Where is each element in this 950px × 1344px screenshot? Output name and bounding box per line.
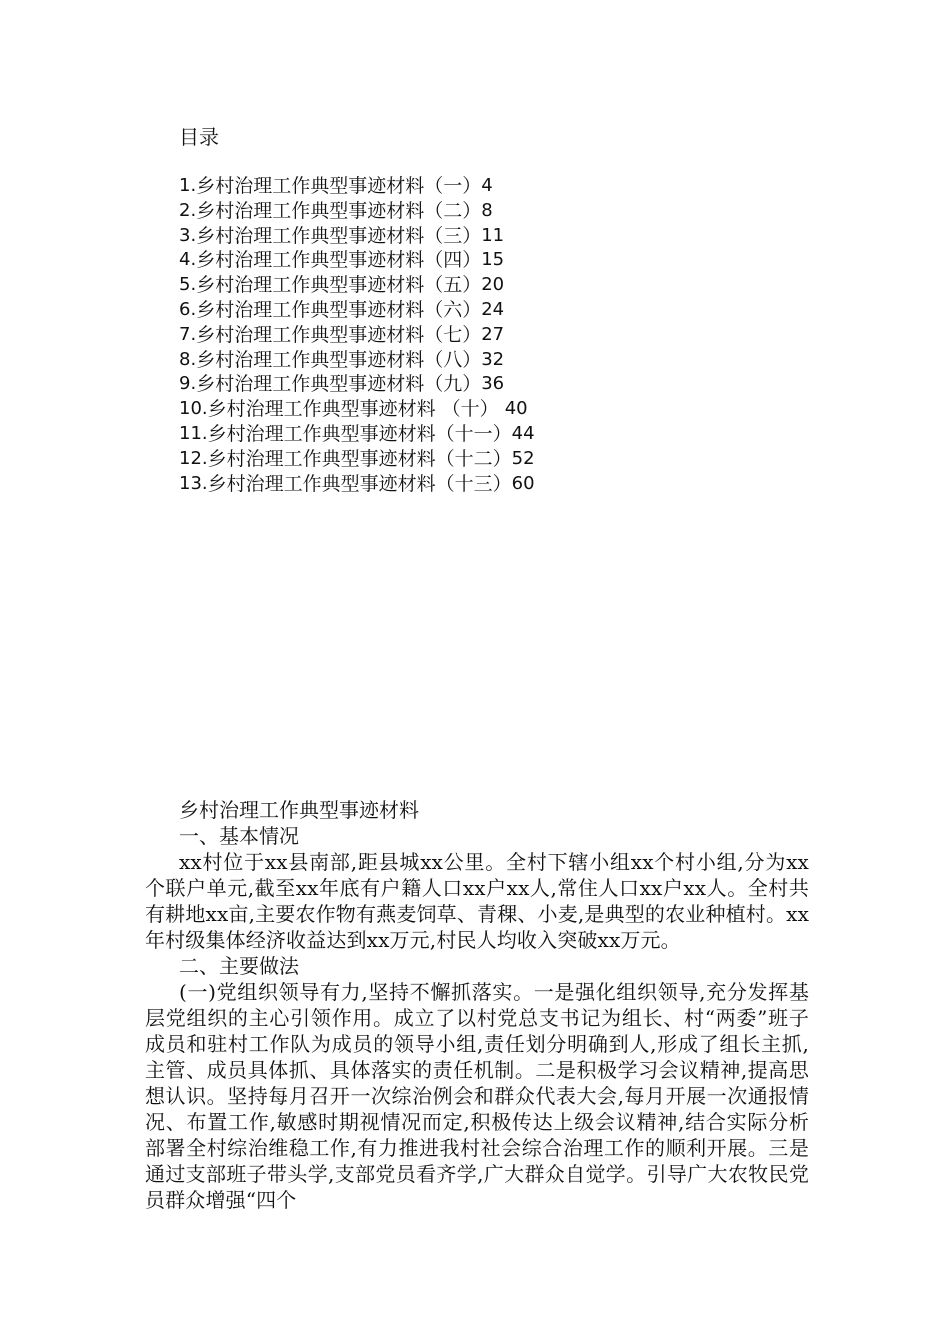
toc-item-number: 3. — [179, 224, 197, 246]
toc-item-page: 44 — [511, 422, 535, 444]
paragraph: (一)党组织领导有力,坚持不懈抓落实。一是强化组织领导,充分发挥基层党组织的主心引领作用。成立了以村党总支书记为组长、村“两委”班子成员和驻村工作队为成员的领导小组,责任划分明确到人,形成了组长主抓,主管、成员具体抓、具体落实的责任机制。二是积极学习会议精神,提高思想认识。坚持每月召开一次综治例会和群众代表大会,每月开展一次通报情况、布置工作,敏感时期视情况而定,积极传达上级会议精神,结合实际分析部署全村综治维稳工作,有力推进我村社会综合治理工作的顺利开展。三是通过支部班子带头学,支部党员看齐学,广大群众自觉学。引导广大农牧民党员群众增强“四个 — [145, 980, 809, 1212]
toc-item[interactable] — [179, 447, 535, 472]
toc-item-text: 乡村治理工作典型事迹材料（十一） — [207, 422, 512, 445]
toc-item-page: 27 — [481, 323, 505, 345]
toc-list — [179, 174, 535, 496]
toc-item-text: 乡村治理工作典型事迹材料（八） — [196, 348, 482, 371]
toc-item-number: 13. — [179, 472, 208, 494]
article-title: 乡村治理工作典型事迹材料 — [179, 798, 419, 822]
toc-item[interactable] — [179, 323, 535, 348]
toc-item-number: 2. — [179, 199, 197, 221]
toc-item[interactable] — [179, 472, 535, 497]
toc-item-number: 4. — [179, 249, 197, 271]
toc-item-number: 7. — [179, 323, 197, 345]
toc-title: 目录 — [179, 125, 219, 149]
toc-item-number: 6. — [179, 298, 197, 320]
paragraph: xx村位于xx县南部,距县城xx公里。全村下辖小组xx个村小组,分为xx个联户单元,截至xx年底有户籍人口xx户xx人,常住人口xx户xx人。全村共有耕地xx亩,主要农作物有燕麦饲草、青稞、小麦,是典型的农业种植村。xx年村级集体经济收益达到xx万元,村民人均收入突破xx万元。 — [145, 850, 809, 952]
article-body — [145, 797, 809, 1213]
toc-item[interactable] — [179, 199, 535, 224]
section-heading: 一、基本情况 — [179, 824, 299, 848]
toc-item-text: 乡村治理工作典型事迹材料（二） — [196, 199, 482, 222]
toc-item[interactable] — [179, 224, 535, 249]
toc-item-page: 20 — [481, 274, 505, 296]
toc-item[interactable] — [179, 422, 535, 447]
toc-item-number: 5. — [179, 274, 197, 296]
toc-item[interactable] — [179, 348, 535, 373]
toc-item-page: 36 — [481, 373, 505, 395]
toc-item-page: 11 — [481, 224, 505, 246]
toc-item[interactable] — [179, 397, 535, 422]
toc-item-number: 12. — [179, 447, 208, 469]
toc-item-number: 8. — [179, 348, 197, 370]
toc-item-number: 9. — [179, 373, 197, 395]
toc-item-number: 11. — [179, 422, 208, 444]
toc-item[interactable] — [179, 248, 535, 273]
toc-item-text: 乡村治理工作典型事迹材料（七） — [196, 323, 482, 346]
toc-item-number: 1. — [179, 175, 197, 196]
toc-item-text: 乡村治理工作典型事迹材料（一） — [196, 175, 482, 197]
toc-item-text: 乡村治理工作典型事迹材料 （十） — [207, 398, 505, 421]
toc-item-page: 40 — [504, 398, 528, 420]
toc-item-text: 乡村治理工作典型事迹材料（三） — [196, 224, 482, 247]
toc-item-text: 乡村治理工作典型事迹材料（六） — [196, 298, 482, 321]
toc-item[interactable] — [179, 273, 535, 298]
toc-item-text: 乡村治理工作典型事迹材料（五） — [196, 274, 482, 297]
toc-item-page: 32 — [481, 348, 505, 370]
toc-item-text: 乡村治理工作典型事迹材料（十三） — [207, 472, 512, 495]
toc-item-number: 10. — [179, 398, 208, 420]
toc-item-page: 24 — [481, 298, 505, 320]
toc-item-page: 8 — [481, 199, 493, 221]
toc-item-page: 4 — [481, 175, 493, 196]
toc-item-text: 乡村治理工作典型事迹材料（四） — [196, 249, 482, 272]
toc-item-page: 52 — [511, 447, 535, 469]
toc-item-page: 60 — [511, 472, 535, 494]
toc-item[interactable] — [179, 174, 535, 199]
toc-item-text: 乡村治理工作典型事迹材料（十二） — [207, 447, 512, 470]
section-heading: 二、主要做法 — [179, 954, 299, 978]
toc-item-page: 15 — [481, 249, 505, 271]
toc-item[interactable] — [179, 298, 535, 323]
toc-item-text: 乡村治理工作典型事迹材料（九） — [196, 373, 482, 396]
toc-item[interactable] — [179, 372, 535, 397]
